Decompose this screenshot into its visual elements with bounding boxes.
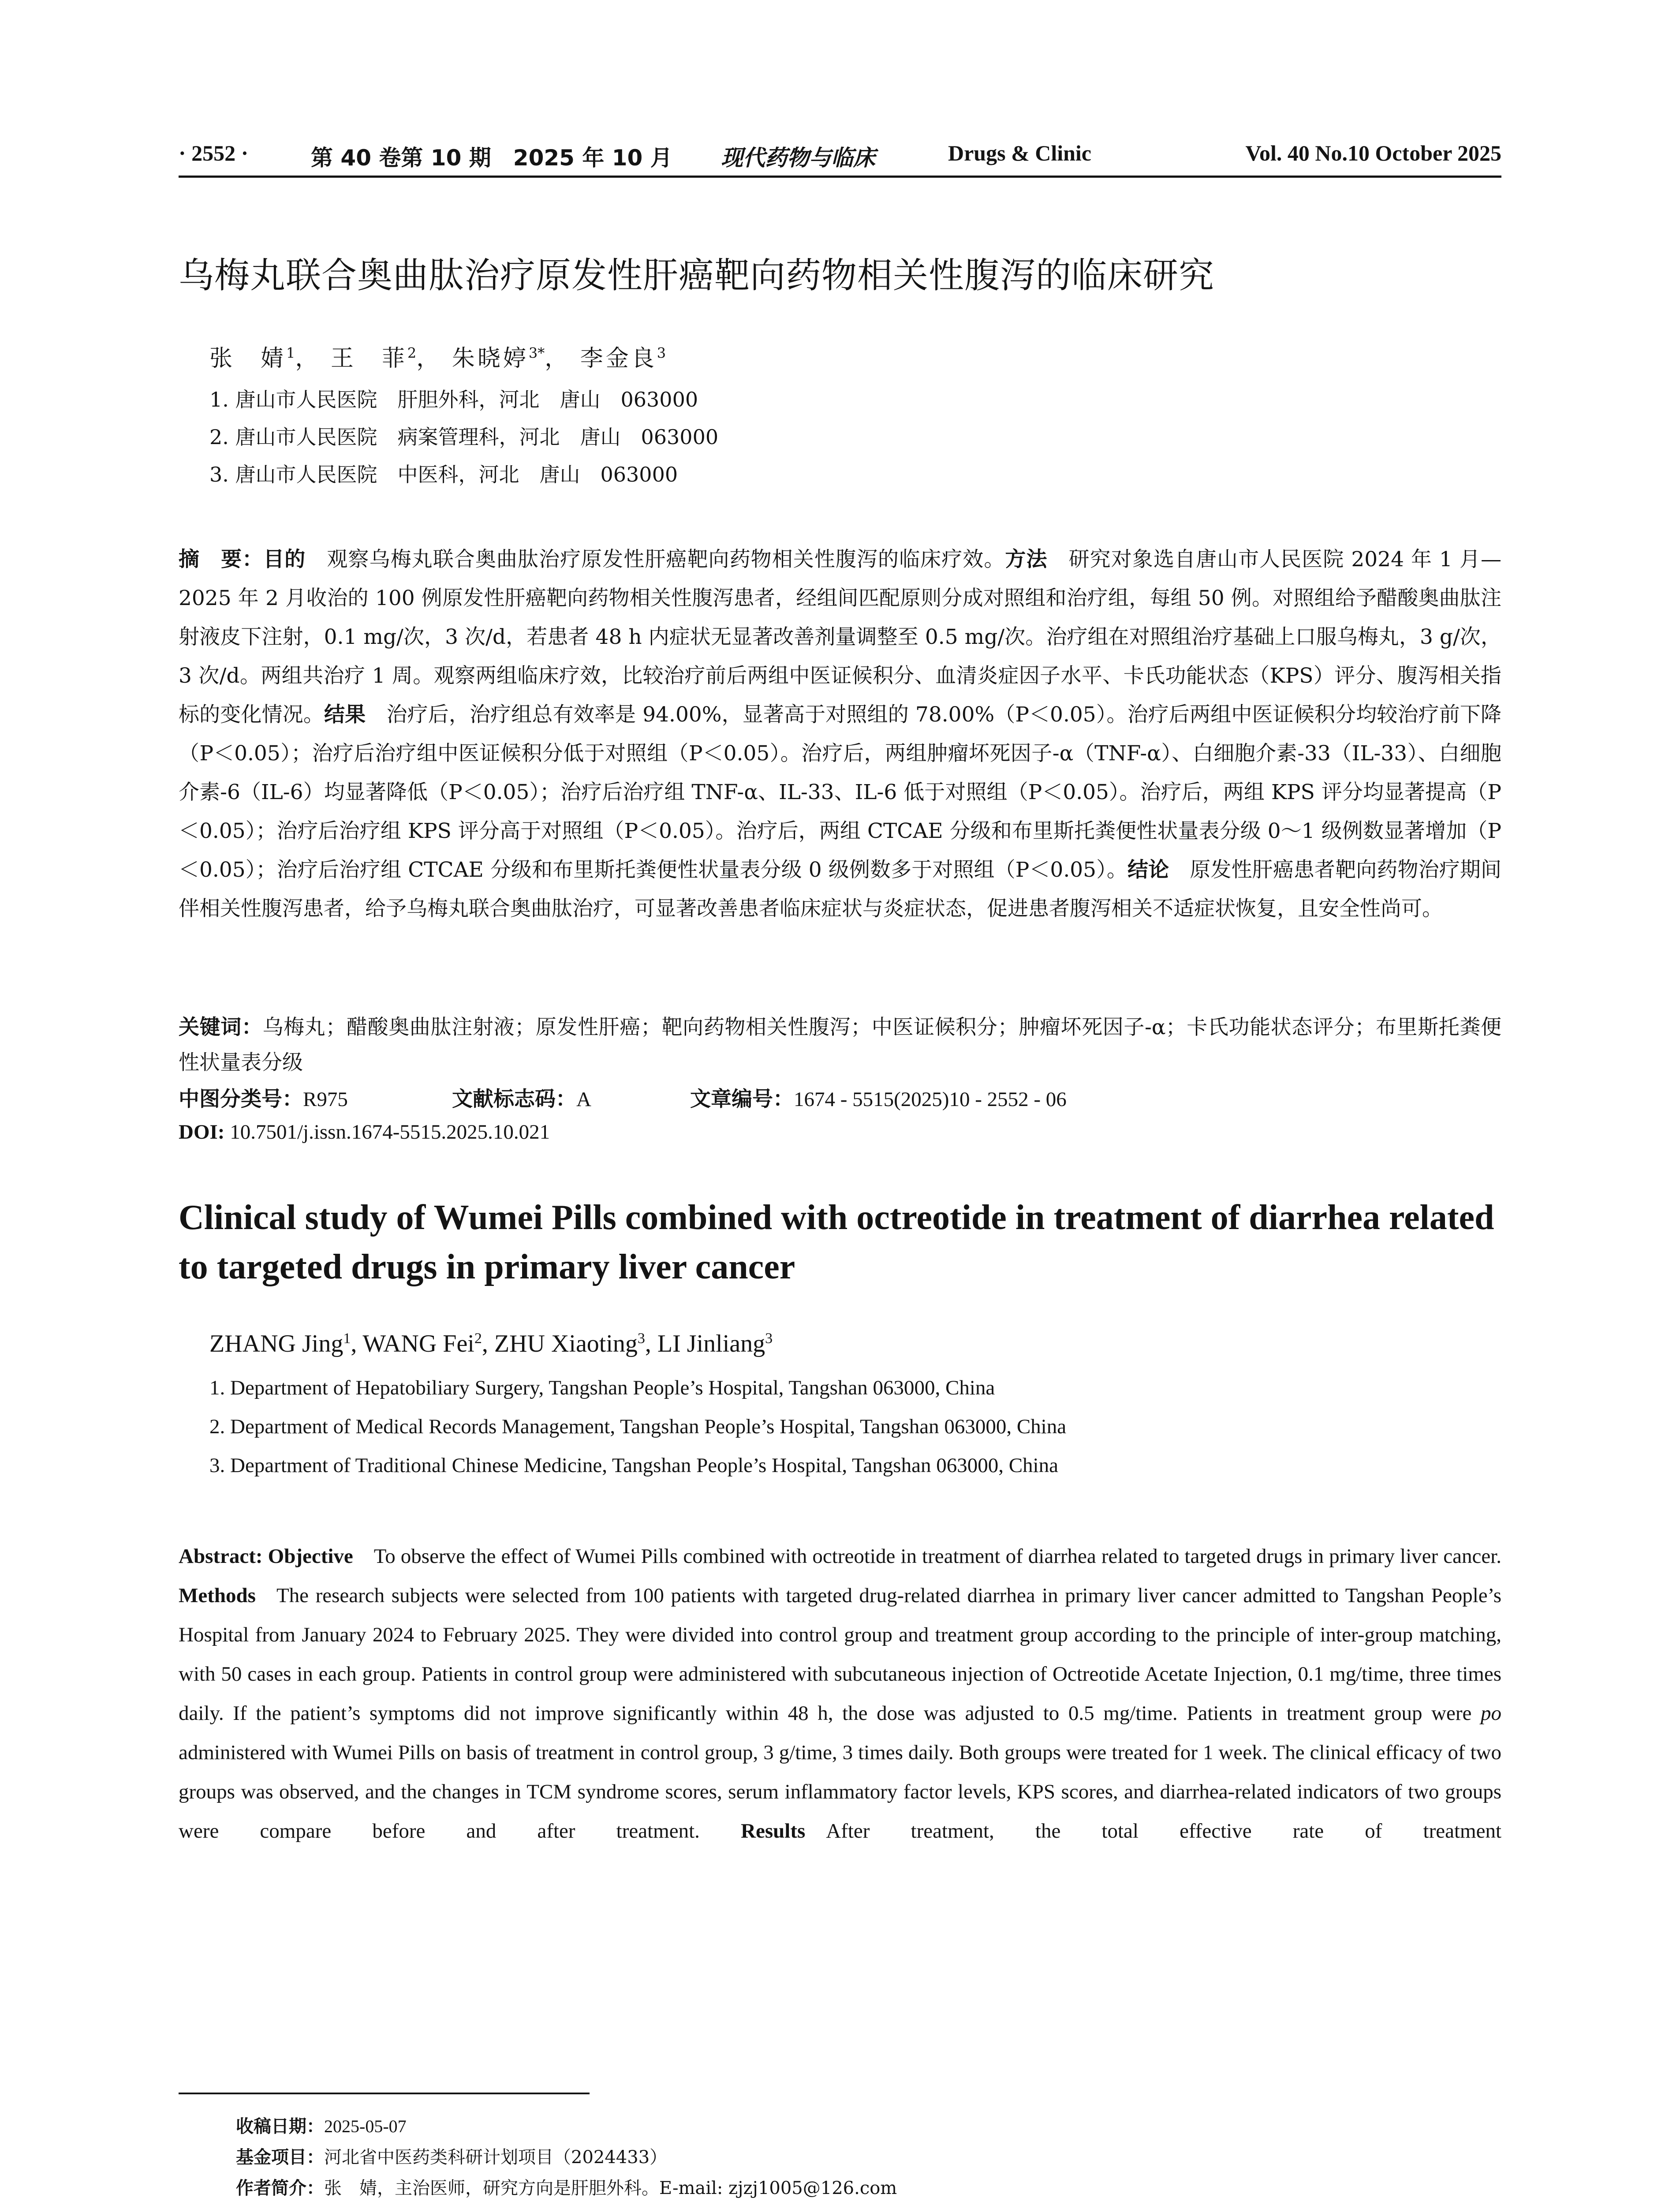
clc-label: 中图分类号：: [179, 1087, 303, 1111]
clc-value: R975: [303, 1088, 348, 1111]
author-sup: 3*: [528, 344, 545, 362]
footnote-text: 2025-05-07: [324, 2116, 407, 2136]
cn-conclusion-text: 原发性肝癌患者靶向药物治疗期间伴相关性腹泻患者，给予乌梅丸联合奥曲肽治疗，可显著改善患者临床症状与炎症状态，促进患者腹泻相关不适症状恢复，且安全性尚可。: [179, 858, 1502, 921]
article-no-value: 1674 - 5515(2025)10 - 2552 - 06: [794, 1088, 1067, 1111]
en-abstract-label: Abstract: Objective: [179, 1545, 353, 1568]
en-author: ZHU Xiaoting: [494, 1330, 638, 1357]
footnote-text: 张 婧，主治医师，研究方向是肝胆外科。E-mail: zjzj1005@126.com: [324, 2178, 897, 2198]
cn-authors: 张 婧$^1$， 王 菲$^2$， 朱晓婷$^{3*}$， 李金良$^3$: [209, 344, 666, 372]
en-methods-label: Methods: [179, 1584, 256, 1607]
footnote-label: 收稿日期：: [236, 2116, 324, 2137]
en-authors: ZHANG Jing$^1$, WANG Fei$^2$, ZHU Xiaoting$^3$, LI Jinliang$^3$: [209, 1330, 773, 1357]
footnote-received: [236, 2112, 407, 2138]
cn-objective-label: 目的: [263, 547, 306, 572]
en-methods-text-cont: administered with Wumei Pills on basis of treatment in control group, 3 g/time, 3 times daily. Both groups were treated for 1 week. The clinical efficacy of two groups was observed, and the changes in TCM syndrome scores, serum inflammatory factor levels, KPS scores, and diarrhea-related indicators of two groups were compare before and after treatment.: [179, 1741, 1501, 1842]
cn-keywords: [179, 1010, 1501, 1080]
cn-abstract: [179, 540, 1501, 928]
article-no-label: 文章编号：: [690, 1087, 794, 1111]
cn-keywords-text: 乌梅丸；醋酸奥曲肽注射液；原发性肝癌；靶向药物相关性腹泻；中医证候积分；肿瘤坏死因子-α；卡氏功能状态评分；布里斯托粪便性状量表分级: [179, 1015, 1502, 1075]
cn-author: 朱晓婷: [452, 345, 529, 372]
cn-affiliation-2: 2. 唐山市人民医院 病案管理科，河北 唐山 063000: [209, 425, 719, 449]
cn-results-text: 治疗后，治疗组总有效率是 94.00%，显著高于对照组的 78.00%（P＜0.05）。治疗后两组中医证候积分均较治疗前下降（P＜0.05）；治疗后治疗组中医证候积分低于对照组（P＜0.05）。治疗后，两组肿瘤坏死因子-α（TNF-α）、白细胞介素-33（IL-33）、白细胞介素-6（IL-6）均显著降低（P＜0.05）；治疗后治疗组 TNF-α、IL-33、IL-6 低于对照组（P＜0.05）。治疗后，两组 KPS 评分均显著提高（P＜0.05）；治疗后治疗组 KPS 评分高于对照组（P＜0.05）。治疗后，两组 CTCAE 分级和布里斯托粪便性状量表分级 0～1 级例数显著增加（P＜0.05）；治疗后治疗组 CTCAE 分级和布里斯托粪便性状量表分级 0 级例数多于对照组（P＜0.05）。: [179, 703, 1502, 882]
cn-affiliation-1: 1. 唐山市人民医院 肝胆外科，河北 唐山 063000: [209, 388, 698, 411]
cn-methods-label: 方法: [1005, 547, 1048, 572]
en-objective-text: To observe the effect of Wumei Pills combined with octreotide in treatment of diarrhea related to targeted drugs in primary liver cancer.: [373, 1545, 1501, 1568]
en-affiliation-3: 3. Department of Traditional Chinese Medicine, Tangshan People’s Hospital, Tangshan 063000, China: [209, 1454, 1058, 1477]
en-affiliation-2: 2. Department of Medical Records Management, Tangshan People’s Hospital, Tangshan 063000, China: [209, 1415, 1067, 1438]
cn-affiliation-3: 3. 唐山市人民医院 中医科，河北 唐山 063000: [209, 463, 678, 486]
author-sup: 2: [474, 1330, 482, 1347]
cn-results-label: 结果: [324, 703, 366, 727]
cn-author: 王 菲: [330, 345, 407, 372]
doi-label: DOI:: [179, 1121, 225, 1144]
header-page-number: · 2552 ·: [179, 141, 249, 165]
en-results-label: Results: [741, 1820, 806, 1842]
cn-author: 李金良: [580, 345, 657, 372]
cn-conclusion-label: 结论: [1127, 858, 1169, 882]
cn-methods-text: 研究对象选自唐山市人民医院 2024 年 1 月—2025 年 2 月收治的 100 例原发性肝癌靶向药物相关性腹泻患者，经组间匹配原则分成对照组和治疗组，每组 50 例。对照组给予醋酸奥曲肽注射液皮下注射，0.1 mg/次，3 次/d，若患者 48 h 内症状无显著改善剂量调整至 0.5 mg/次。治疗组在对照组治疗基础上口服乌梅丸，3 g/次，3 次/d。两组共治疗 1 周。观察两组临床疗效，比较治疗前后两组中医证候积分、血清炎症因子水平、卡氏功能状态（KPS）评分、腹泻相关指标的变化情况。: [179, 547, 1502, 727]
author-sup: 3: [765, 1330, 773, 1347]
en-methods-text: The research subjects were selected from 100 patients with targeted drug-related diarrhea in primary liver cancer admitted to Tangshan People’s Hospital from January 2024 to February 2025. They were divided into control group and treatment group according to the principle of inter-group matching, with 50 cases in each group. Patients in control group were administered with subcutaneous injection of Octreotide Acetate Injection, 0.1 mg/time, three times daily. If the patient’s symptoms did not improve significantly within 48 h, the dose was adjusted to 0.5 mg/time. Patients in treatment group were: [179, 1584, 1501, 1725]
cn-title: 乌梅丸联合奥曲肽治疗原发性肝癌靶向药物相关性腹泻的临床研究: [179, 255, 1214, 296]
cn-keywords-label: 关键词：: [179, 1015, 263, 1039]
en-results-text: After treatment, the total effective rate of treatment: [826, 1820, 1502, 1842]
header-issue-cn: 第 40 卷第 10 期 2025 年 10 月: [311, 145, 672, 171]
header-rule: [179, 176, 1501, 178]
footnote-text: 河北省中医药类科研计划项目（2024433）: [324, 2147, 668, 2168]
author-sup: 3: [637, 1330, 645, 1347]
en-author: WANG Fei: [362, 1330, 474, 1357]
header-journal-en: Drugs & Clinic: [948, 141, 1091, 165]
en-po-term: po: [1481, 1702, 1501, 1725]
footnote-label: 作者简介：: [236, 2178, 324, 2198]
author-sup: 3: [657, 344, 666, 362]
doc-code-value: A: [576, 1088, 591, 1111]
footnote-author-bio: [236, 2174, 897, 2199]
en-abstract: [179, 1537, 1501, 1851]
footnote-funding: [236, 2143, 667, 2168]
cn-objective-text: 观察乌梅丸联合奥曲肽治疗原发性肝癌靶向药物相关性腹泻的临床疗效。: [306, 547, 1005, 572]
doc-code-label: 文献标志码：: [452, 1087, 576, 1111]
author-sup: 2: [407, 344, 417, 362]
header-journal-cn: 现代药物与临床: [721, 145, 875, 171]
en-author: ZHANG Jing: [209, 1330, 343, 1357]
footnote-rule: [179, 2093, 590, 2094]
author-sup: 1: [343, 1330, 351, 1347]
en-title: Clinical study of Wumei Pills combined with octreotide in treatment of diarrhea related to targeted drugs in primary liver cancer: [179, 1198, 1494, 1286]
en-affiliation-1: 1. Department of Hepatobiliary Surgery, Tangshan People’s Hospital, Tangshan 063000, China: [209, 1376, 995, 1399]
author-sup: 1: [286, 344, 295, 362]
doi-line: [179, 1120, 550, 1144]
cn-abstract-label: 摘 要：: [179, 547, 264, 572]
footnote-label: 基金项目：: [236, 2147, 324, 2168]
doi-value: 10.7501/j.issn.1674-5515.2025.10.021: [230, 1121, 550, 1144]
header-volume-en: Vol. 40 No.10 October 2025: [1245, 141, 1501, 165]
cn-author: 张 婧: [209, 345, 287, 372]
en-author: LI Jinliang: [657, 1330, 765, 1357]
